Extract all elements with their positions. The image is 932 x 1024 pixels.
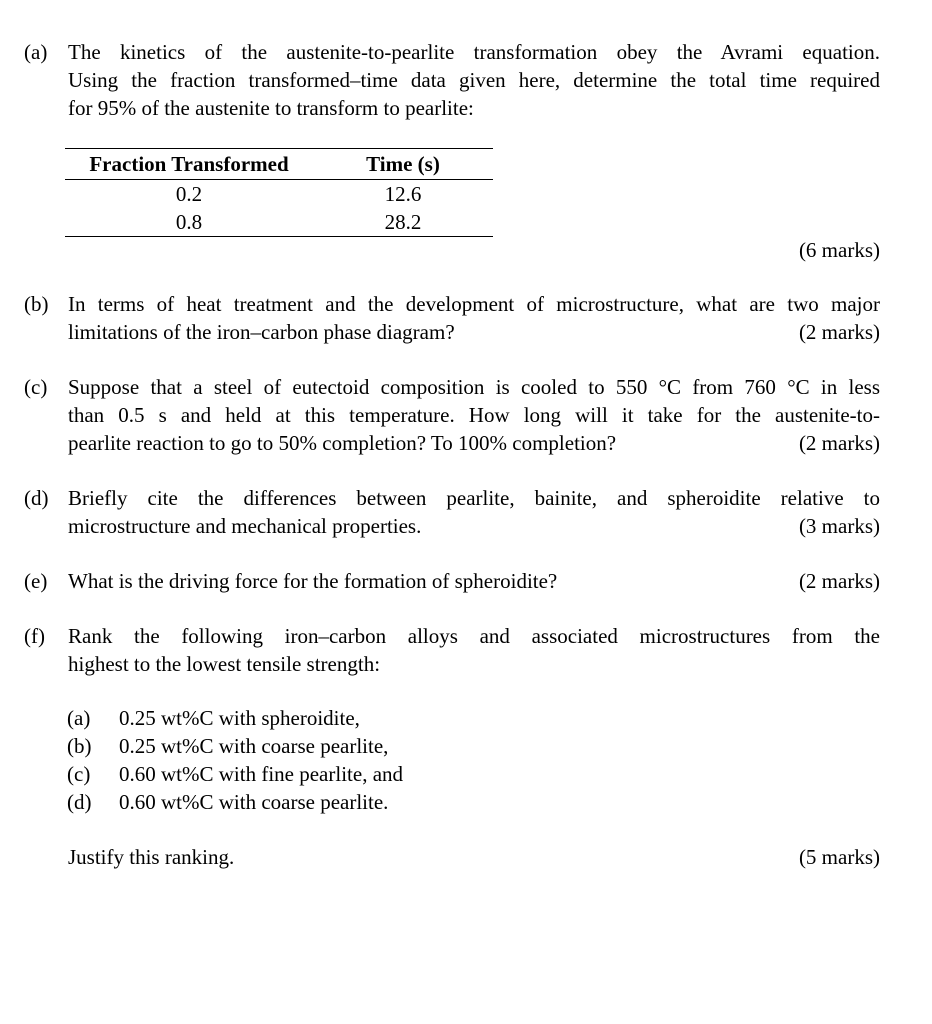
question-b-label: (b) [24,292,49,316]
table-cell-fraction: 0.8 [65,208,313,237]
question-c-line-1: Suppose that a steel of eutectoid composition is cooled to 550 °C from 760 °C in less [68,375,880,399]
alloy-list [67,704,403,816]
table-row [65,208,493,237]
list-item-text: 0.25 wt%C with spheroidite, [119,706,360,730]
list-item-text: 0.25 wt%C with coarse pearlite, [119,734,389,758]
table-cell-fraction: 0.2 [175,182,203,206]
list-item-text: 0.60 wt%C with coarse pearlite. [119,790,389,814]
table-header-time: Time (s) [313,149,493,180]
question-a-text [68,38,880,122]
question-b-text [68,290,880,346]
table-header-row [65,149,493,180]
question-d-label: (d) [24,486,49,510]
table-header-fraction: Fraction Transformed [65,149,313,180]
question-b-marks: (2 marks) [798,320,880,344]
table-row [65,180,493,209]
list-item-label: (a) [67,706,91,730]
question-c-marks: (2 marks) [798,431,880,455]
question-d-text [68,484,880,540]
question-e-marks: (2 marks) [798,569,880,593]
question-e-line-1: What is the driving force for the formation of spheroidite? [68,569,558,593]
question-f-justify-row [68,843,880,871]
question-f [24,622,880,678]
question-f-justify-text: Justify this ranking. [68,845,235,869]
question-b [24,290,880,346]
question-a-line-1: The kinetics of the austenite-to-pearlite transformation obey the Avrami equation. [68,40,880,64]
question-f-text [68,622,880,678]
question-a-line-3: for 95% of the austenite to transform to pearlite: [68,96,474,120]
list-item-label: (d) [67,790,92,814]
question-a-label: (a) [24,40,48,64]
question-d-line-1: Briefly cite the differences between pearlite, bainite, and spheroidite relative to [68,486,880,510]
question-a [24,38,880,122]
question-f-line-1: Rank the following iron–carbon alloys and associated microstructures from the [68,624,880,648]
question-b-line-2: limitations of the iron–carbon phase diagram? [68,320,455,344]
list-item-label: (b) [67,734,92,758]
question-e-text [68,567,880,595]
question-d [24,484,880,540]
question-f-justify [24,843,880,871]
question-f-label: (f) [24,624,45,648]
question-c-text [68,373,880,457]
table-cell-time: 12.6 [384,182,422,206]
question-a-line-2: Using the fraction transformed–time data given here, determine the total time required [68,68,880,92]
list-item [67,732,403,760]
list-item-text: 0.60 wt%C with fine pearlite, and [119,762,404,786]
list-item-label: (c) [67,762,91,786]
question-d-marks: (3 marks) [798,514,880,538]
table-cell-time: 28.2 [313,208,493,237]
question-d-line-2: microstructure and mechanical properties. [68,514,422,538]
fraction-time-table [65,148,493,237]
list-item [67,760,403,788]
question-f-marks: (5 marks) [798,845,880,869]
question-b-line-1: In terms of heat treatment and the development of microstructure, what are two major [68,292,880,316]
question-a-marks: (6 marks) [798,238,880,262]
question-c-line-2: than 0.5 s and held at this temperature. How long will it take for the austenite-to- [68,403,880,427]
question-e-label: (e) [24,569,48,593]
question-f-line-2: highest to the lowest tensile strength: [68,652,381,676]
question-c-line-3: pearlite reaction to go to 50% completion? To 100% completion? [68,431,617,455]
list-item [67,788,403,816]
question-e [24,567,880,595]
question-c-label: (c) [24,375,48,399]
question-c [24,373,880,457]
list-item [67,704,403,732]
